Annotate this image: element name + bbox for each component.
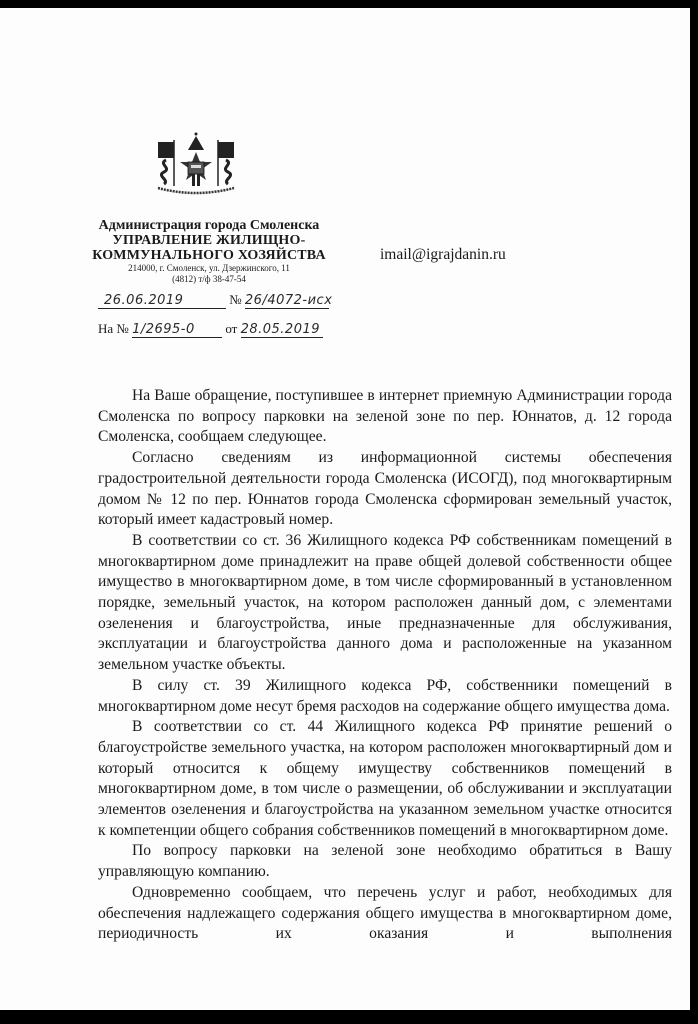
reply-to-label: На № bbox=[98, 321, 129, 336]
reply-to-date: 28.05.2019 bbox=[240, 322, 321, 337]
from-label: от bbox=[225, 321, 238, 336]
body-paragraph: На Ваше обращение, поступившее в интернет приемную Администрации города Смоленска по вопросу парковки на зеленой зоне по пер. Юннатов, д. 12 города Смоленска, сообщаем следующее. bbox=[98, 387, 672, 446]
recipient-email: imail@igrajdanin.ru bbox=[380, 246, 506, 263]
body-paragraph: В силу ст. 39 Жилищного кодекса РФ, собственники помещений в многоквартирном доме несут бремя расходов на содержание общего имущества дома. bbox=[98, 676, 672, 715]
org-department-line1: УПРАВЛЕНИЕ ЖИЛИЩНО- bbox=[112, 233, 306, 248]
org-phone: (4812) т/ф 38-47-54 bbox=[172, 274, 246, 284]
outgoing-date: 26.06.2019 bbox=[104, 293, 184, 308]
body-paragraph: В соответствии со ст. 44 Жилищного кодекса РФ принятие решений о благоустройстве земельного участка, на котором расположен многоквартирный дом и который относится к общему имуществу собственников помещений в многоквартирном доме, в том числе о размещении, об обслуживании и эксплуатации элементов озеленения и благоустройства на указанном земельном участке относится к компетенции общего собрания собственников помещений в многоквартирном доме. bbox=[98, 718, 672, 839]
number-label: № bbox=[229, 292, 242, 307]
body-paragraph: В соответствии со ст. 36 Жилищного кодекса РФ собственникам помещений в многоквартирном доме принадлежит на праве общей долевой собственности общее имущество в многоквартирном доме, в том числе сформированный в установленном порядке, земельный участок, на котором расположен данный дом, с элементами озеленения и благоустройства, иные предназначенные для обслуживания, эксплуатации и благоустройства данного дома и расположенные на указанном земельном участке объекты. bbox=[98, 531, 672, 674]
org-department-line2: КОММУНАЛЬНОГО ХОЗЯЙСТВА bbox=[92, 248, 326, 263]
org-administration: Администрация города Смоленска bbox=[98, 218, 320, 233]
outgoing-number: 26/4072-исх bbox=[244, 293, 333, 308]
letter-body bbox=[98, 386, 672, 945]
organization-header bbox=[84, 218, 334, 285]
reply-to-number: 1/2695-0 bbox=[132, 322, 195, 337]
body-paragraph: Одновременно сообщаем, что перечень услуг и работ, необходимых для обеспечения надлежащего содержания общего имущества в многоквартирном доме, периодичность их оказания и выполнения bbox=[98, 883, 672, 943]
outgoing-registration bbox=[98, 292, 333, 309]
body-paragraph: Согласно сведениям из информационной системы обеспечения градостроительной деятельности города Смоленска (ИСОГД), под многоквартирным домом № 12 по пер. Юннатов города Смоленска сформирован земельный участок, который имеет кадастровый номер. bbox=[98, 449, 672, 529]
org-address: 214000, г. Смоленск, ул. Дзержинского, 11 bbox=[128, 263, 290, 273]
smolensk-coat-of-arms-icon bbox=[152, 128, 240, 200]
body-paragraph: По вопросу парковки на зеленой зоне необходимо обратиться в Вашу управляющую компанию. bbox=[98, 842, 672, 881]
incoming-reference bbox=[98, 321, 323, 338]
letter-page bbox=[0, 8, 690, 1010]
